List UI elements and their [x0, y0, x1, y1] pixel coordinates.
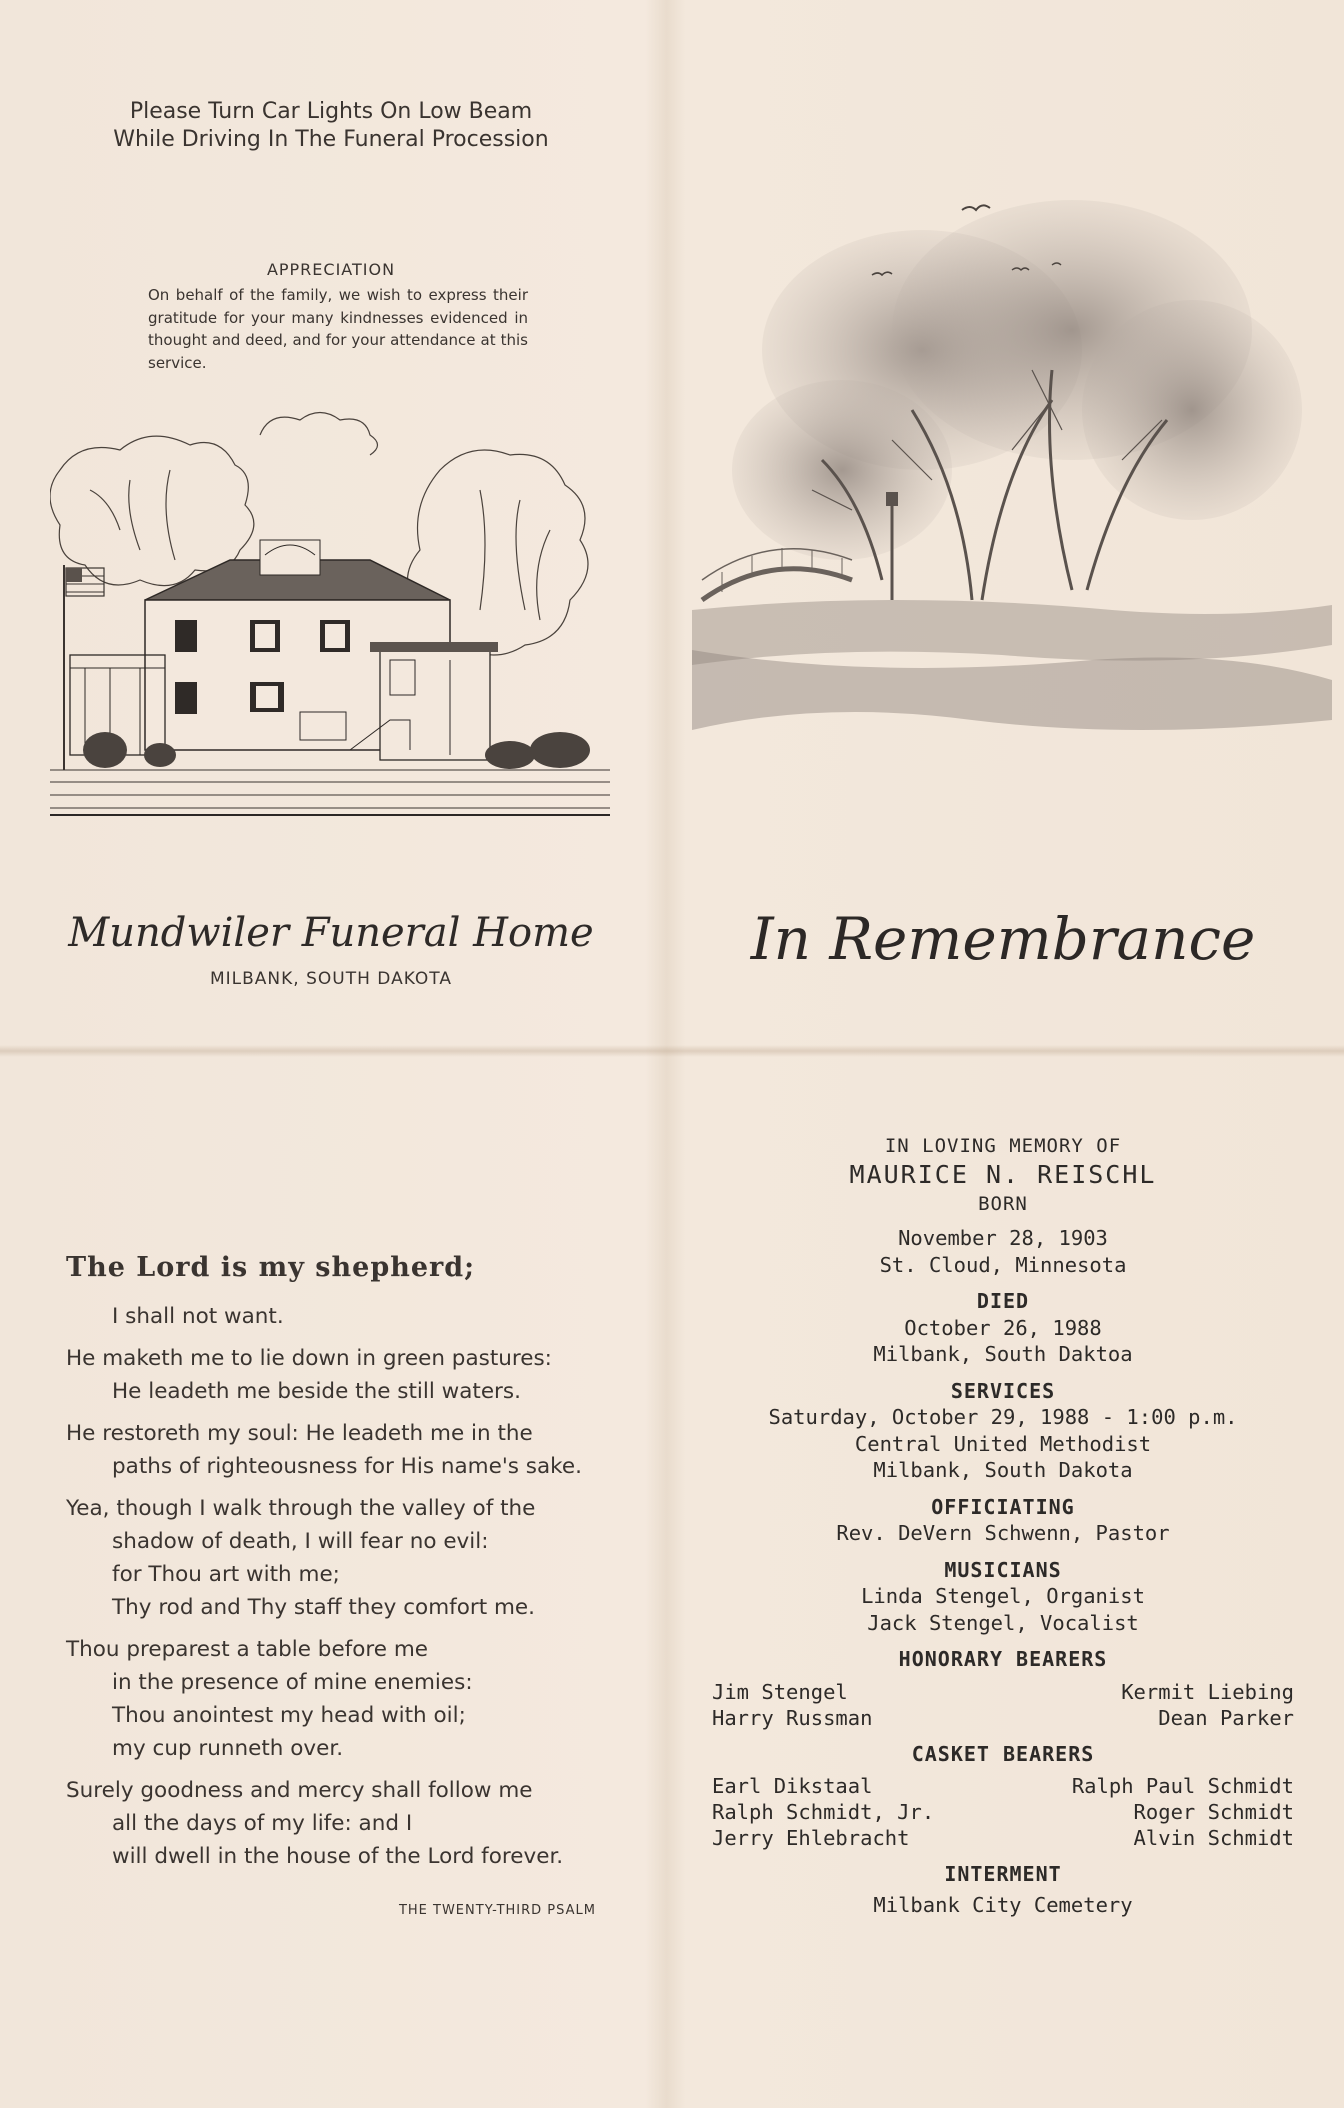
services-heading: SERVICES [950, 1378, 1056, 1403]
notice-line: Please Turn Car Lights On Low Beam [129, 99, 533, 124]
psalm-line: He leadeth me beside the still waters. [112, 1379, 521, 1404]
psalm-line: in the presence of mine enemies: [112, 1670, 473, 1695]
bearer-name: Alvin Schmidt [1133, 1826, 1294, 1850]
casket-bearers-heading: CASKET BEARERS [911, 1741, 1095, 1766]
bearer-name: Roger Schmidt [1133, 1800, 1294, 1824]
bearer-name: Earl Dikstaal [712, 1774, 873, 1798]
bearer-name: Kermit Liebing [1121, 1679, 1294, 1704]
bearer-name: Jerry Ehlebracht [712, 1826, 910, 1850]
headlights-notice [0, 98, 662, 154]
psalm-line: He maketh me to lie down in green pastures: [66, 1346, 552, 1371]
deceased-name: MAURICE N. REISCHL [849, 1160, 1157, 1189]
bearer-name: Harry Russman [712, 1705, 873, 1730]
front-cover-panel [662, 0, 1344, 1050]
psalm-line: my cup runneth over. [112, 1736, 344, 1761]
musician: Linda Stengel, Organist [861, 1584, 1145, 1608]
notice-line: While Driving In The Funeral Procession [113, 127, 549, 152]
bearer-row [712, 1705, 1294, 1731]
psalm-line: He restoreth my soul: He leadeth me in the [66, 1421, 533, 1446]
honorary-bearers-heading: HONORARY BEARERS [898, 1647, 1108, 1671]
psalm-line: Surely goodness and mercy shall follow me [66, 1778, 533, 1803]
psalm-line: for Thou art with me; [112, 1562, 340, 1587]
psalm-line: all the days of my life: and I [112, 1811, 413, 1836]
psalm-line: shadow of death, I will fear no evil: [112, 1529, 489, 1554]
bearer-row [712, 1825, 1294, 1851]
memory-intro: IN LOVING MEMORY OF [884, 1135, 1122, 1157]
psalm-line: Thou anointest my head with oil; [112, 1703, 466, 1728]
appreciation-heading: APPRECIATION [266, 260, 396, 279]
psalm-line: Yea, though I walk through the valley of the [66, 1496, 536, 1521]
services-place: Milbank, South Dakota [873, 1458, 1133, 1482]
officiating-heading: OFFICIATING [931, 1494, 1075, 1519]
funeral-home-name: Mundwiler Funeral Home [68, 910, 594, 956]
psalm-text [66, 1300, 626, 1873]
psalm-line: I shall not want. [112, 1304, 284, 1329]
bearer-name: Jim Stengel [712, 1679, 848, 1704]
psalm-title: The Lord is my shepherd; [66, 1252, 476, 1283]
psalm-line: Thou preparest a table before me [66, 1637, 428, 1662]
honorary-bearers-list [712, 1679, 1294, 1731]
funeral-home-location: MILBANK, SOUTH DAKOTA [209, 969, 453, 989]
born-place: St. Cloud, Minnesota [879, 1252, 1127, 1277]
services-church: Central United Methodist [854, 1431, 1152, 1456]
obituary-details [662, 1133, 1344, 1918]
bearer-name: Ralph Paul Schmidt [1071, 1774, 1294, 1798]
died-date: October 26, 1988 [904, 1315, 1102, 1340]
bearer-name: Dean Parker [1158, 1705, 1294, 1730]
psalm-line: will dwell in the house of the Lord forever. [112, 1844, 564, 1869]
appreciation-text: On behalf of the family, we wish to express their gratitude for your many kindnesses evidenced in thought and deed, and for your attendance at this service. [148, 286, 528, 372]
interment-heading: INTERMENT [944, 1862, 1062, 1886]
remembrance-title: In Remembrance [750, 905, 1256, 973]
bearer-row [712, 1679, 1294, 1705]
born-date: November 28, 1903 [898, 1226, 1108, 1250]
casket-bearers-list [712, 1773, 1294, 1851]
musicians-heading: MUSICIANS [944, 1557, 1062, 1582]
psalm-line: paths of righteousness for His name's sake. [112, 1454, 582, 1479]
psalm-citation: THE TWENTY-THIRD PSALM [398, 1903, 596, 1918]
bearer-row [712, 1799, 1294, 1825]
services-time: Saturday, October 29, 1988 - 1:00 p.m. [768, 1405, 1238, 1429]
born-heading: BORN [978, 1193, 1028, 1215]
funeral-home-illustration [50, 410, 610, 870]
musician: Jack Stengel, Vocalist [867, 1610, 1139, 1635]
watercolor-trees-painting [692, 180, 1332, 780]
died-heading: DIED [976, 1289, 1030, 1313]
bearer-name: Ralph Schmidt, Jr. [712, 1800, 935, 1824]
died-place: Milbank, South Daktoa [873, 1342, 1133, 1366]
interment-place: Milbank City Cemetery [873, 1892, 1133, 1917]
psalm-line: Thy rod and Thy staff they comfort me. [112, 1595, 535, 1620]
bearer-row [712, 1773, 1294, 1799]
officiant: Rev. DeVern Schwenn, Pastor [836, 1521, 1170, 1545]
